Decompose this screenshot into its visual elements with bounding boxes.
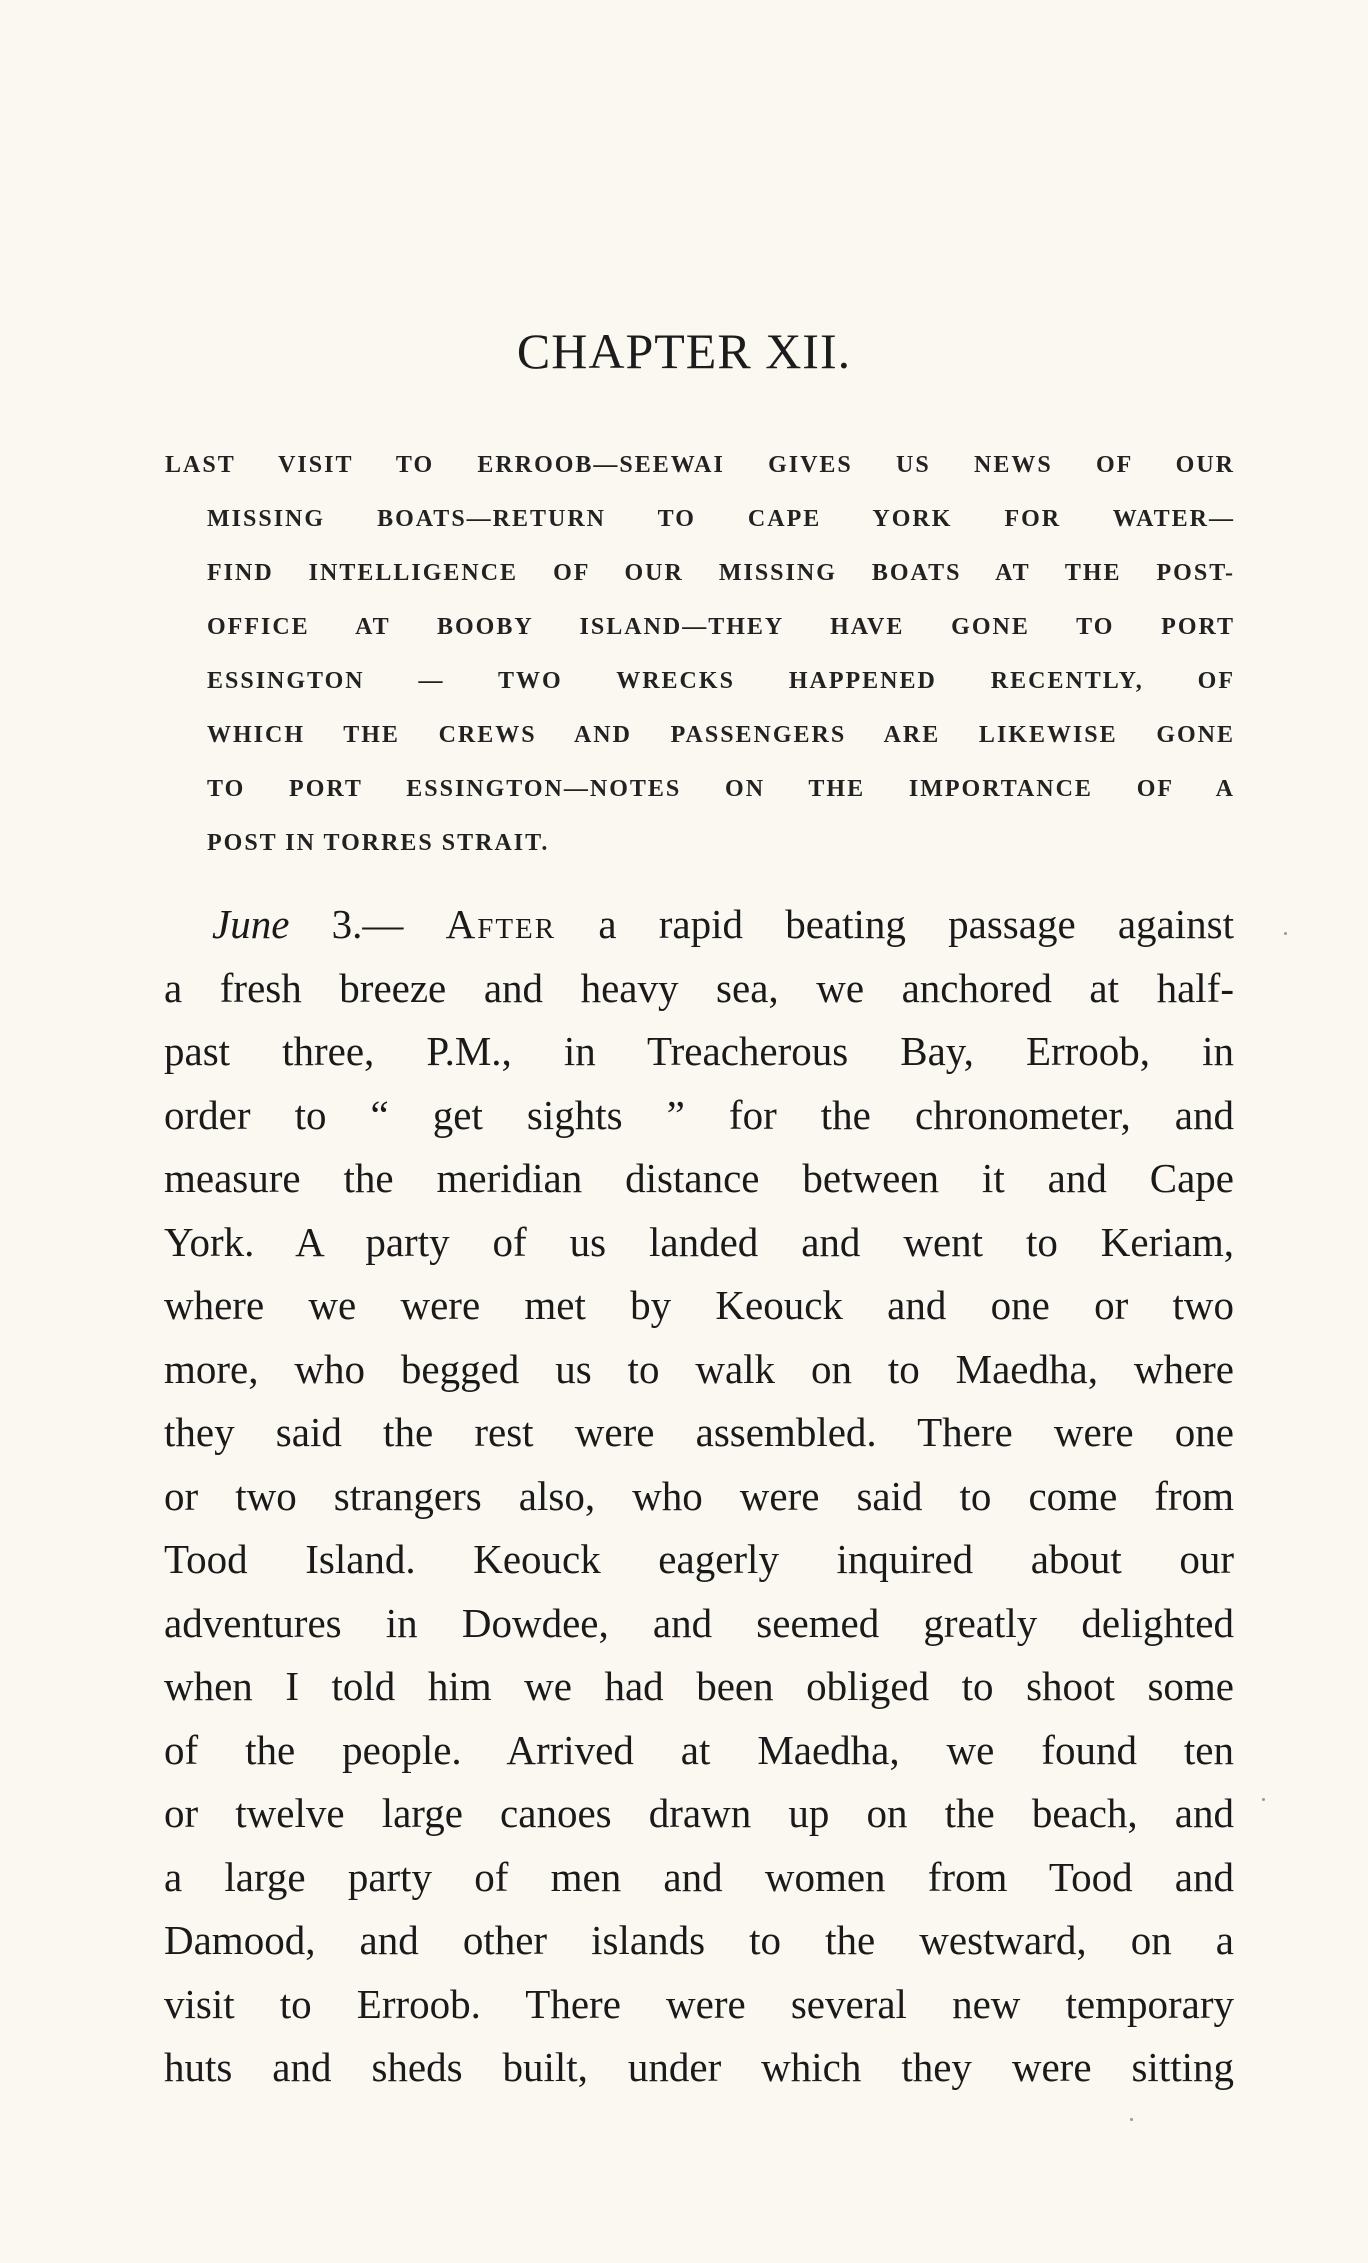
- synopsis-line: MISSING BOATS—RETURN TO CAPE YORK FOR WATER—: [207, 506, 1235, 532]
- body-line: Damood, and other islands to the westward, on a: [164, 1917, 1234, 1963]
- body-line-first: [164, 893, 1234, 957]
- body-line: more, who begged us to walk on to Maedha, where: [164, 1345, 1234, 1392]
- synopsis-line: TO PORT ESSINGTON—NOTES ON THE IMPORTANCE OF A: [207, 776, 1235, 802]
- entry-date-number: 3.—: [289, 901, 446, 947]
- body-line: or two strangers also, who were said to come from: [164, 1472, 1234, 1519]
- synopsis-line: ESSINGTON — TWO WRECKS HAPPENED RECENTLY, OF: [207, 668, 1235, 694]
- body-line: order to “ get sights ” for the chronometer, and: [164, 1091, 1234, 1138]
- body-line: adventures in Dowdee, and seemed greatly delighted: [164, 1599, 1234, 1646]
- body-line: or twelve large canoes drawn up on the beach, and: [164, 1790, 1234, 1836]
- body-line: where we were met by Keouck and one or two: [164, 1282, 1234, 1328]
- entry-date: June: [212, 901, 290, 947]
- paper-speck: [1130, 2118, 1133, 2121]
- first-line-text: a rapid beating passage against: [556, 901, 1234, 947]
- paper-speck: [1284, 932, 1287, 935]
- body-line: a large party of men and women from Tood and: [164, 1853, 1234, 1900]
- body-line: of the people. Arrived at Maedha, we found ten: [164, 1726, 1234, 1773]
- paper-speck: [1262, 1798, 1265, 1801]
- body-line: past three, P.M., in Treacherous Bay, Erroob, in: [164, 1028, 1234, 1074]
- body-paragraph: [164, 893, 1234, 2100]
- body-line: visit to Erroob. There were several new temporary: [164, 1980, 1234, 2027]
- synopsis-line: WHICH THE CREWS AND PASSENGERS ARE LIKEWISE GONE: [207, 722, 1235, 748]
- synopsis-line: LAST VISIT TO ERROOB—SEEWAI GIVES US NEWS OF OUR: [165, 452, 1235, 478]
- body-line: they said the rest were assembled. There were one: [164, 1409, 1234, 1455]
- chapter-title: CHAPTER XII.: [516, 323, 852, 379]
- synopsis-line: OFFICE AT BOOBY ISLAND—THEY HAVE GONE TO PORT: [207, 614, 1235, 640]
- body-line: a fresh breeze and heavy sea, we anchored at half-: [164, 964, 1234, 1011]
- synopsis-line: FIND INTELLIGENCE OF OUR MISSING BOATS AT THE POST-: [207, 560, 1235, 586]
- opening-word: After: [445, 901, 557, 947]
- body-line: huts and sheds built, under which they were sitting: [164, 2044, 1234, 2090]
- body-line: York. A party of us landed and went to Keriam,: [164, 1218, 1234, 1265]
- body-line: when I told him we had been obliged to shoot some: [164, 1663, 1234, 1709]
- synopsis-line: POST IN TORRES STRAIT.: [207, 830, 550, 856]
- chapter-synopsis: [165, 438, 1235, 870]
- body-line: Tood Island. Keouck eagerly inquired about our: [164, 1536, 1234, 1582]
- body-line: measure the meridian distance between it and Cape: [164, 1155, 1234, 1201]
